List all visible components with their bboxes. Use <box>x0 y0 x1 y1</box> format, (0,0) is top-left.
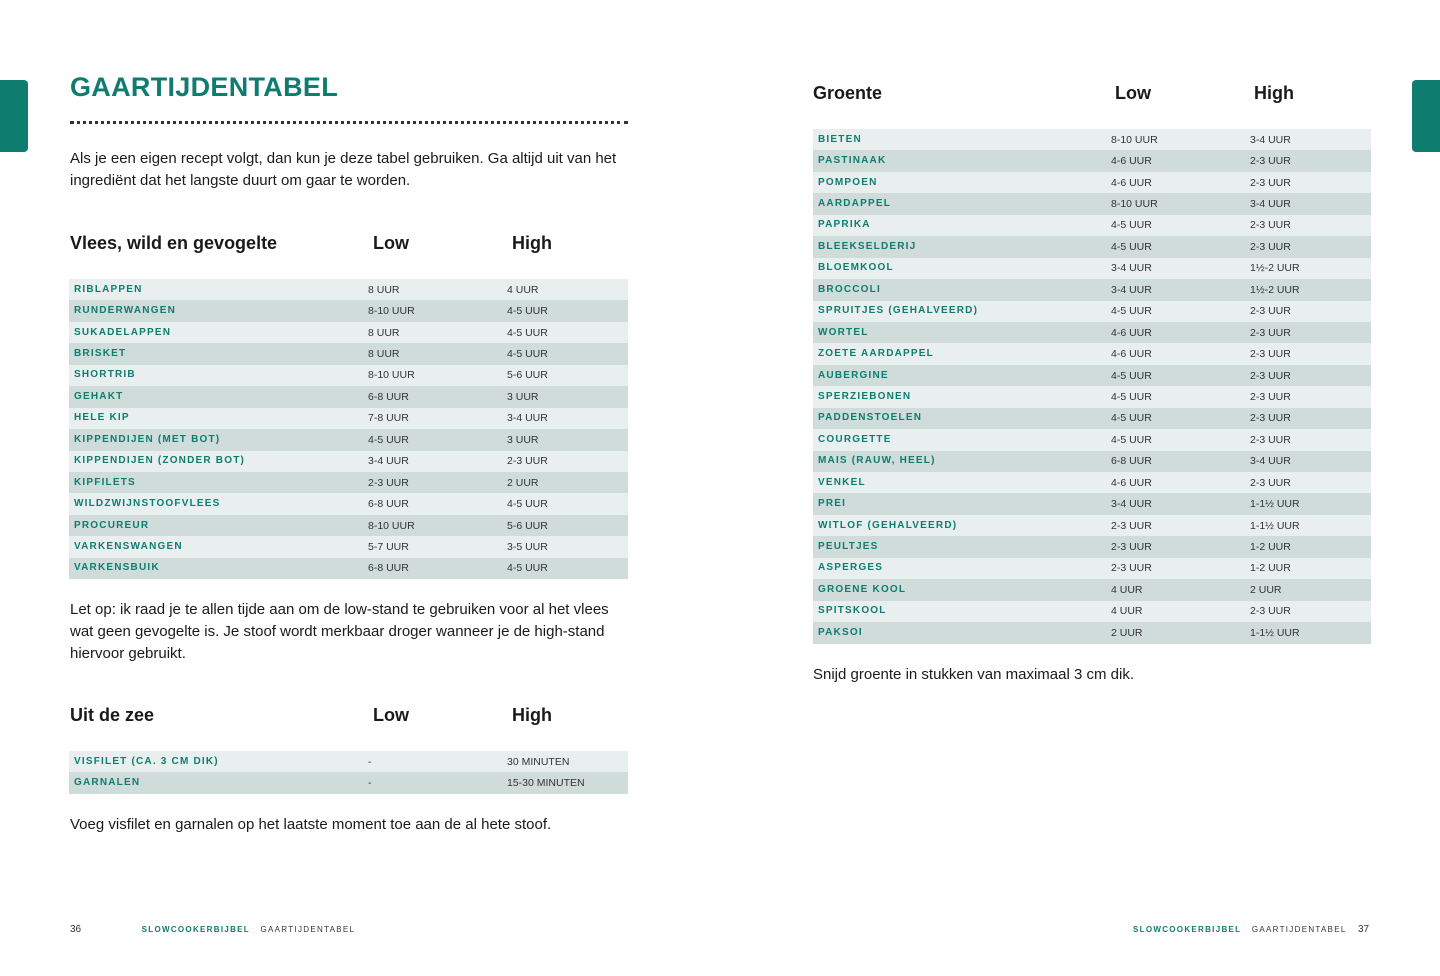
table-row <box>69 343 628 364</box>
low-time: 2-3 UUR <box>1111 558 1250 579</box>
high-time: 2 UUR <box>1250 579 1371 600</box>
ingredient-name: VENKEL <box>813 472 1111 493</box>
ingredient-name: BRISKET <box>69 343 368 364</box>
ingredient-name: VISFILET (CA. 3 CM DIK) <box>69 751 368 772</box>
meat-low-header: Low <box>373 233 409 253</box>
ingredient-name: ASPERGES <box>813 558 1111 579</box>
meat-heading: Vlees, wild en gevogelte <box>70 233 278 253</box>
right-page-tab-marker <box>1412 80 1440 152</box>
ingredient-name: GARNALEN <box>69 772 368 793</box>
table-row <box>813 601 1371 622</box>
ingredient-name: BLOEMKOOL <box>813 258 1111 279</box>
high-time: 2-3 UUR <box>1250 172 1371 193</box>
high-time: 2-3 UUR <box>1250 343 1371 364</box>
low-time: 5-7 UUR <box>368 536 507 557</box>
high-time: 3-4 UUR <box>1250 193 1371 214</box>
veg-table <box>813 129 1371 644</box>
high-time: 2-3 UUR <box>1250 601 1371 622</box>
ingredient-name: MAIS (RAUW, HEEL) <box>813 451 1111 472</box>
table-row <box>69 279 628 300</box>
high-time: 15-30 MINUTEN <box>507 772 628 793</box>
high-time: 3 UUR <box>507 429 628 450</box>
high-time: 2-3 UUR <box>1250 301 1371 322</box>
low-time: 4 UUR <box>1111 579 1250 600</box>
table-row <box>813 365 1371 386</box>
table-row <box>69 451 628 472</box>
left-footer-brand: SLOWCOOKERBIJBEL <box>141 925 250 934</box>
high-time: 3 UUR <box>507 386 628 407</box>
high-time: 5-6 UUR <box>507 515 628 536</box>
high-time: 4-5 UUR <box>507 322 628 343</box>
table-row <box>69 322 628 343</box>
ingredient-name: KIPPENDIJEN (ZONDER BOT) <box>69 451 368 472</box>
low-time: 4-5 UUR <box>368 429 507 450</box>
table-row <box>69 751 628 772</box>
high-time: 1-2 UUR <box>1250 558 1371 579</box>
table-row <box>813 451 1371 472</box>
table-row <box>69 429 628 450</box>
intro-paragraph: Als je een eigen recept volgt, dan kun je deze tabel gebruiken. Ga altijd uit van het ingrediënt dat het langste duurt om gaar te worden. <box>70 150 617 189</box>
low-time: 2 UUR <box>1111 622 1250 643</box>
ingredient-name: PADDENSTOELEN <box>813 408 1111 429</box>
meat-note: Let op: ik raad je te allen tijde aan om de low-stand te gebruiken voor al het vlees wat geen gevogelte is. Je stoof wordt merkbaar droger wanneer je de high-stand hiervoor gebruikt. <box>70 601 609 662</box>
low-time: 4-5 UUR <box>1111 236 1250 257</box>
low-time: 4-6 UUR <box>1111 343 1250 364</box>
high-time: 2-3 UUR <box>1250 236 1371 257</box>
high-time: 2-3 UUR <box>1250 472 1371 493</box>
low-time: 2-3 UUR <box>1111 536 1250 557</box>
table-row <box>69 386 628 407</box>
table-row <box>813 172 1371 193</box>
high-time: 3-5 UUR <box>507 536 628 557</box>
table-row <box>813 279 1371 300</box>
high-time: 1½-2 UUR <box>1250 258 1371 279</box>
high-time: 4-5 UUR <box>507 343 628 364</box>
low-time: 3-4 UUR <box>1111 279 1250 300</box>
ingredient-name: SPRUITJES (GEHALVEERD) <box>813 301 1111 322</box>
low-time: 4-5 UUR <box>1111 301 1250 322</box>
right-footer-brand: SLOWCOOKERBIJBEL <box>1133 925 1242 934</box>
high-time: 3-4 UUR <box>507 408 628 429</box>
ingredient-name: SPITSKOOL <box>813 601 1111 622</box>
low-time: - <box>368 772 507 793</box>
table-row <box>69 772 628 793</box>
ingredient-name: SPERZIEBONEN <box>813 386 1111 407</box>
low-time: 4-6 UUR <box>1111 172 1250 193</box>
ingredient-name: SUKADELAPPEN <box>69 322 368 343</box>
left-page-number: 36 <box>70 924 82 935</box>
table-row <box>813 408 1371 429</box>
low-time: 4-5 UUR <box>1111 429 1250 450</box>
low-time: - <box>368 751 507 772</box>
veg-high-header: High <box>1254 83 1294 103</box>
high-time: 30 MINUTEN <box>507 751 628 772</box>
ingredient-name: WITLOF (GEHALVEERD) <box>813 515 1111 536</box>
ingredient-name: KIPFILETS <box>69 472 368 493</box>
left-footer <box>70 924 355 935</box>
ingredient-name: PEULTJES <box>813 536 1111 557</box>
meat-table <box>69 279 628 579</box>
sea-table <box>69 751 628 794</box>
table-row <box>813 129 1371 150</box>
table-row <box>813 493 1371 514</box>
ingredient-name: RIBLAPPEN <box>69 279 368 300</box>
ingredient-name: HELE KIP <box>69 408 368 429</box>
low-time: 7-8 UUR <box>368 408 507 429</box>
table-row <box>813 515 1371 536</box>
high-time: 1-1½ UUR <box>1250 622 1371 643</box>
high-time: 2-3 UUR <box>1250 322 1371 343</box>
sea-note: Voeg visfilet en garnalen op het laatste moment toe aan de al hete stoof. <box>70 816 552 833</box>
low-time: 2-3 UUR <box>368 472 507 493</box>
ingredient-name: PROCUREUR <box>69 515 368 536</box>
low-time: 3-4 UUR <box>368 451 507 472</box>
low-time: 4-6 UUR <box>1111 472 1250 493</box>
table-row <box>813 301 1371 322</box>
table-row <box>69 536 628 557</box>
table-row <box>813 579 1371 600</box>
low-time: 8 UUR <box>368 322 507 343</box>
meat-section-header <box>70 233 628 259</box>
meat-high-header: High <box>512 233 552 253</box>
ingredient-name: PASTINAAK <box>813 150 1111 171</box>
low-time: 2-3 UUR <box>1111 515 1250 536</box>
table-row <box>813 429 1371 450</box>
veg-heading: Groente <box>813 83 883 103</box>
high-time: 1-2 UUR <box>1250 536 1371 557</box>
table-row <box>69 493 628 514</box>
table-row <box>813 472 1371 493</box>
ingredient-name: BIETEN <box>813 129 1111 150</box>
title-divider <box>70 121 628 124</box>
veg-section-header <box>813 83 1371 109</box>
sea-section-header <box>70 705 628 731</box>
right-page-number: 37 <box>1358 924 1370 935</box>
ingredient-name: WORTEL <box>813 322 1111 343</box>
veg-low-header: Low <box>1115 83 1151 103</box>
table-row <box>813 558 1371 579</box>
table-row <box>813 386 1371 407</box>
low-time: 4-5 UUR <box>1111 365 1250 386</box>
ingredient-name: GEHAKT <box>69 386 368 407</box>
ingredient-name: AARDAPPEL <box>813 193 1111 214</box>
low-time: 6-8 UUR <box>368 386 507 407</box>
ingredient-name: KIPPENDIJEN (MET BOT) <box>69 429 368 450</box>
low-time: 3-4 UUR <box>1111 493 1250 514</box>
high-time: 1-1½ UUR <box>1250 493 1371 514</box>
low-time: 4 UUR <box>1111 601 1250 622</box>
low-time: 6-8 UUR <box>368 493 507 514</box>
table-row <box>69 515 628 536</box>
table-row <box>813 536 1371 557</box>
left-page-tab-marker <box>0 80 28 152</box>
high-time: 4-5 UUR <box>507 493 628 514</box>
sea-high-header: High <box>512 705 552 725</box>
low-time: 4-6 UUR <box>1111 322 1250 343</box>
high-time: 4-5 UUR <box>507 558 628 579</box>
low-time: 8-10 UUR <box>1111 193 1250 214</box>
table-row <box>813 236 1371 257</box>
page-title: GAARTIJDENTABEL <box>70 72 339 102</box>
high-time: 2 UUR <box>507 472 628 493</box>
ingredient-name: RUNDERWANGEN <box>69 300 368 321</box>
high-time: 2-3 UUR <box>1250 408 1371 429</box>
table-row <box>69 472 628 493</box>
low-time: 4-5 UUR <box>1111 408 1250 429</box>
low-time: 8-10 UUR <box>368 515 507 536</box>
table-row <box>69 365 628 386</box>
ingredient-name: BLEEKSELDERIJ <box>813 236 1111 257</box>
low-time: 4-6 UUR <box>1111 150 1250 171</box>
ingredient-name: VARKENSWANGEN <box>69 536 368 557</box>
low-time: 8 UUR <box>368 343 507 364</box>
table-row <box>813 215 1371 236</box>
high-time: 2-3 UUR <box>507 451 628 472</box>
sea-low-header: Low <box>373 705 409 725</box>
low-time: 8 UUR <box>368 279 507 300</box>
table-row <box>813 150 1371 171</box>
ingredient-name: PAKSOI <box>813 622 1111 643</box>
low-time: 4-5 UUR <box>1111 386 1250 407</box>
low-time: 4-5 UUR <box>1111 215 1250 236</box>
sea-heading: Uit de zee <box>70 705 155 725</box>
high-time: 4 UUR <box>507 279 628 300</box>
high-time: 3-4 UUR <box>1250 451 1371 472</box>
low-time: 6-8 UUR <box>1111 451 1250 472</box>
high-time: 1½-2 UUR <box>1250 279 1371 300</box>
ingredient-name: ZOETE AARDAPPEL <box>813 343 1111 364</box>
ingredient-name: PAPRIKA <box>813 215 1111 236</box>
high-time: 2-3 UUR <box>1250 365 1371 386</box>
ingredient-name: WILDZWIJNSTOOFVLEES <box>69 493 368 514</box>
low-time: 3-4 UUR <box>1111 258 1250 279</box>
veg-note: Snijd groente in stukken van maximaal 3 cm dik. <box>813 666 1134 683</box>
high-time: 2-3 UUR <box>1250 150 1371 171</box>
high-time: 2-3 UUR <box>1250 429 1371 450</box>
low-time: 6-8 UUR <box>368 558 507 579</box>
table-row <box>813 322 1371 343</box>
table-row <box>69 300 628 321</box>
ingredient-name: POMPOEN <box>813 172 1111 193</box>
ingredient-name: SHORTRIB <box>69 365 368 386</box>
low-time: 8-10 UUR <box>368 300 507 321</box>
high-time: 4-5 UUR <box>507 300 628 321</box>
ingredient-name: GROENE KOOL <box>813 579 1111 600</box>
ingredient-name: COURGETTE <box>813 429 1111 450</box>
right-footer <box>1133 924 1370 935</box>
ingredient-name: PREI <box>813 493 1111 514</box>
high-time: 1-1½ UUR <box>1250 515 1371 536</box>
high-time: 5-6 UUR <box>507 365 628 386</box>
table-row <box>69 408 628 429</box>
low-time: 8-10 UUR <box>368 365 507 386</box>
table-row <box>813 343 1371 364</box>
high-time: 2-3 UUR <box>1250 386 1371 407</box>
high-time: 2-3 UUR <box>1250 215 1371 236</box>
table-row <box>813 193 1371 214</box>
table-row <box>69 558 628 579</box>
ingredient-name: VARKENSBUIK <box>69 558 368 579</box>
right-footer-section: GAARTIJDENTABEL <box>1251 925 1347 934</box>
ingredient-name: BROCCOLI <box>813 279 1111 300</box>
table-row <box>813 622 1371 643</box>
ingredient-name: AUBERGINE <box>813 365 1111 386</box>
table-row <box>813 258 1371 279</box>
low-time: 8-10 UUR <box>1111 129 1250 150</box>
high-time: 3-4 UUR <box>1250 129 1371 150</box>
left-footer-section: GAARTIJDENTABEL <box>260 925 356 934</box>
